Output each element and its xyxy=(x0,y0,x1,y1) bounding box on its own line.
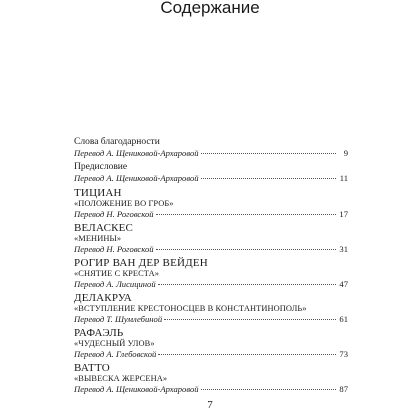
toc-entry-translator: Перевод Н. Роговской xyxy=(74,244,154,254)
toc-entry-page: 31 xyxy=(339,244,348,254)
dot-leader xyxy=(158,354,336,355)
toc-entry-author: ВЕЛАСКЕС xyxy=(74,222,134,234)
toc-entry-heading: Слова благодарности xyxy=(74,137,160,147)
dot-leader xyxy=(201,389,336,390)
dot-leader xyxy=(158,284,336,285)
toc-entry-work: «ВЫВЕСКА ЖЕРСЕНА» xyxy=(74,374,168,383)
toc-entry-translator: Перевод А. Глебовской xyxy=(74,349,157,359)
page-title: Содержание xyxy=(160,0,260,17)
toc-entry-watteau[interactable] xyxy=(74,362,348,394)
toc-entry-work: «ВСТУПЛЕНИЕ КРЕСТОНОСЦЕВ В КОНСТАНТИНОПОЛЬ» xyxy=(74,304,307,313)
toc-entry-page: 61 xyxy=(339,314,348,324)
toc-entry-author: ВАТТО xyxy=(74,362,110,374)
toc-entry-author: ДЕЛАКРУА xyxy=(74,292,132,304)
toc-entry-translator: Перевод А. Лисициной xyxy=(74,279,156,289)
toc-entry-page: 73 xyxy=(339,349,348,359)
toc-entry-page: 9 xyxy=(343,148,348,158)
toc-entry-translator: Перевод Н. Роговской xyxy=(74,209,154,219)
toc-entry-author: ТИЦИАН xyxy=(74,187,122,199)
toc-entry-line xyxy=(74,148,348,158)
toc-entry-translator: Перевод А. Щениковой-Архаровой xyxy=(74,173,199,183)
toc-entry-line xyxy=(74,279,348,289)
toc-entry-heading: Предисловие xyxy=(74,162,128,172)
toc-entry-work: «ЧУДЕСНЫЙ УЛОВ» xyxy=(74,339,155,348)
toc-entry-line xyxy=(74,349,348,359)
toc-entry-line xyxy=(74,384,348,394)
toc-entry-van-der-weyden[interactable] xyxy=(74,257,348,289)
toc-entry-translator: Перевод Т. Шумлебиной xyxy=(74,314,163,324)
toc-entry-preface[interactable] xyxy=(74,162,348,183)
toc-entry-page: 11 xyxy=(339,173,348,183)
dot-leader xyxy=(156,214,336,215)
page-number: 7 xyxy=(207,399,213,411)
toc-entry-velazquez[interactable] xyxy=(74,222,348,254)
toc-entry-titian[interactable] xyxy=(74,187,348,219)
toc-entry-work: «МЕНИНЫ» xyxy=(74,234,122,243)
toc-entry-work: «ПОЛОЖЕНИЕ ВО ГРОБ» xyxy=(74,199,174,208)
toc-entry-page: 17 xyxy=(339,209,348,219)
dot-leader xyxy=(201,153,336,154)
toc-entry-acknowledgements[interactable] xyxy=(74,137,348,158)
toc-entry-translator: Перевод А. Щениковой-Архаровой xyxy=(74,148,199,158)
dot-leader xyxy=(201,178,336,179)
toc-entry-raphael[interactable] xyxy=(74,327,348,359)
dot-leader xyxy=(156,249,336,250)
toc-entry-author: РАФАЭЛЬ xyxy=(74,327,124,339)
dot-leader xyxy=(164,319,336,320)
toc-entry-page: 47 xyxy=(339,279,348,289)
toc-entry-delacroix[interactable] xyxy=(74,292,348,324)
toc-entry-line xyxy=(74,244,348,254)
toc-entry-work: «СНЯТИЕ С КРЕСТА» xyxy=(74,269,160,278)
toc-entry-line xyxy=(74,209,348,219)
toc-entry-translator: Перевод А. Щениковой-Архаровой xyxy=(74,384,199,394)
toc-entry-author: РОГИР ВАН ДЕР ВЕЙДЕН xyxy=(74,257,208,269)
toc-entry-line xyxy=(74,173,348,183)
toc-entry-page: 87 xyxy=(339,384,348,394)
toc-entry-line xyxy=(74,314,348,324)
